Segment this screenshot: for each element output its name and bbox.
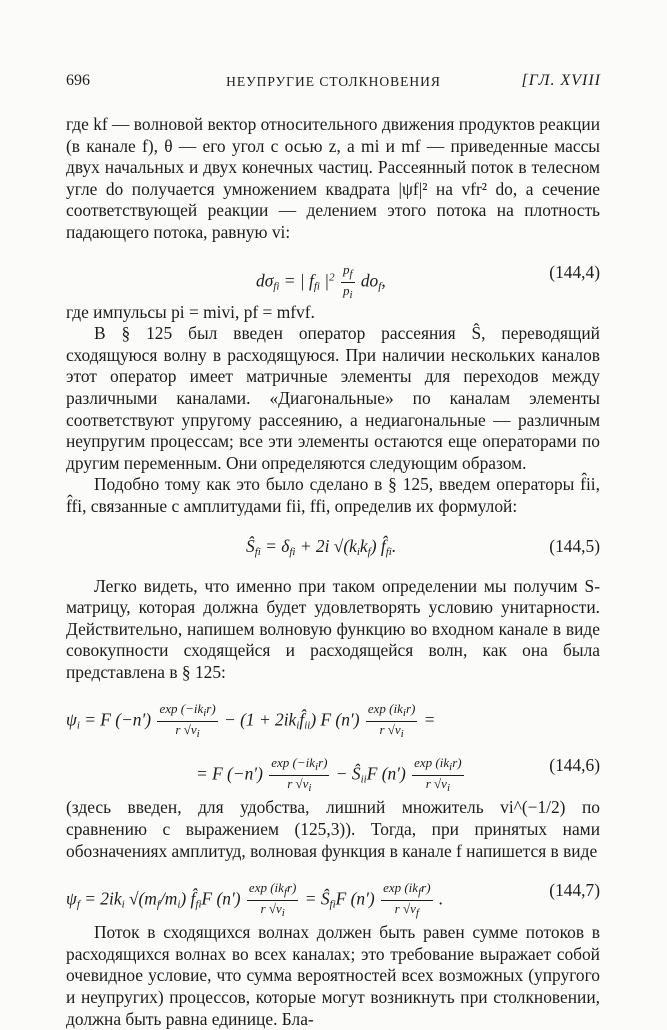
paragraph-1: где kf — волновой вектор относительного движения продуктов реакции (в канале f), θ — его угол с осью z, а mi и mf — приведенные массы двух начальных и двух конечных частиц. Рассеянный поток в телесном угле do получается умножением квадрата |ψf|² на vfr² do, а сечение соответствующей реакции — делением этого потока на плотность падающего потока, равную vi:	[66, 114, 600, 242]
running-title: НЕУПРУГИЕ СТОЛКНОВЕНИЯ	[226, 74, 441, 89]
equation-144-7-formula: $\psi_f = 2ik_i$ $√(m_f/m_i)$ $f̂_{fi}F$ (n′) $\frac{\exp (ik_fr)}{r √v_i}$ = $Ŝ_{fi}F$ (n′) $\frac{\exp (ik_fr)}{r √v_f}$ .	[66, 880, 444, 920]
paragraph-5: Легко видеть, что именно при таком определении мы получим S-матрицу, которая должна будет удовлетворять условию унитарности. Действительно, напишем волновую функцию во входном канале в виде совокупности сходящейся и расходящейся волн, как она была представлена в § 125:	[66, 575, 600, 682]
paragraph-3: В § 125 был введен оператор рассеяния Ŝ, переводящий сходящуюся волну в расходящуюся. При наличии нескольких каналов этот оператор имеет матричные элементы для переходов между различными каналами. «Диагональные» по каналам элементы соответствуют упругому рассеянию, а недиагональные — различным неупругим процессам; все эти элементы остаются еще операторами по другим переменным. Они определяются следующим образом.	[66, 323, 600, 473]
equation-144-5-number: (144,5)	[549, 535, 600, 556]
equation-144-4-formula: $d\sigma_{fi}$ = | $f_{fi}$ $|^2$ $\frac{p_f}{p_i}$ $do_f$,	[256, 261, 386, 301]
equation-144-6-line-2	[66, 743, 600, 795]
equation-144-6-number: (144,6)	[549, 755, 600, 776]
equation-144-5-formula: $Ŝ_{fi} = \delta_{fi} + 2i$ $√(k_ik_f)$ $f̂_{fi}$.	[246, 535, 397, 558]
page-number: 696	[66, 72, 90, 89]
equation-144-5	[66, 524, 600, 570]
equation-144-6-line-1	[66, 689, 600, 741]
page-body	[66, 114, 600, 1030]
equation-144-4	[66, 250, 600, 301]
equation-144-7-number: (144,7)	[549, 880, 600, 901]
equation-144-7	[66, 868, 600, 920]
running-header	[66, 72, 601, 96]
paragraph-2: где импульсы pi = mivi, pf = mfvf.	[66, 301, 315, 322]
paragraph-4: Подобно тому как это было сделано в § 125, введем операторы f̂ii, f̂fi, связанные с амплитудами fii, ffi, определив их формулой:	[66, 474, 600, 516]
equation-144-4-number: (144,4)	[549, 261, 600, 282]
equation-144-6-formula-line-2: = F (−n′) $\frac{\exp (-ik_ir)}{r √v_i}$ − $Ŝ_{ii}F$ (n′) $\frac{\exp (ik_ir)}{r √v_i}$	[196, 755, 462, 795]
paragraph-7: Поток в сходящихся волнах должен быть равен сумме потоков в расходящихся волнах во всех каналах; это требование выражает собой очевидное условие, что сумма вероятностей всех возможных (упругого и неупругих) процессов, которые могут возникнуть при столкновении, должна быть равна единице. Бла-	[66, 922, 600, 1029]
paragraph-6: (здесь введен, для удобства, лишний множитель vi^(−1/2) по сравнению с выражением (125,3)). Тогда, при принятых нами обозначениях амплитуд, волновая функция в канале f напишется в виде	[66, 797, 600, 861]
equation-144-6-formula-line-1: $\psi_i = F$ (−n′) $\frac{\exp (-ik_ir)}{r √v_i}$ − $(1 + 2ik_if̂_{ii})$ F (n′) $\frac{\exp (ik_ir)}{r √v_i}$ =	[66, 701, 436, 741]
chapter-label: [ГЛ. XVIII	[521, 72, 601, 89]
